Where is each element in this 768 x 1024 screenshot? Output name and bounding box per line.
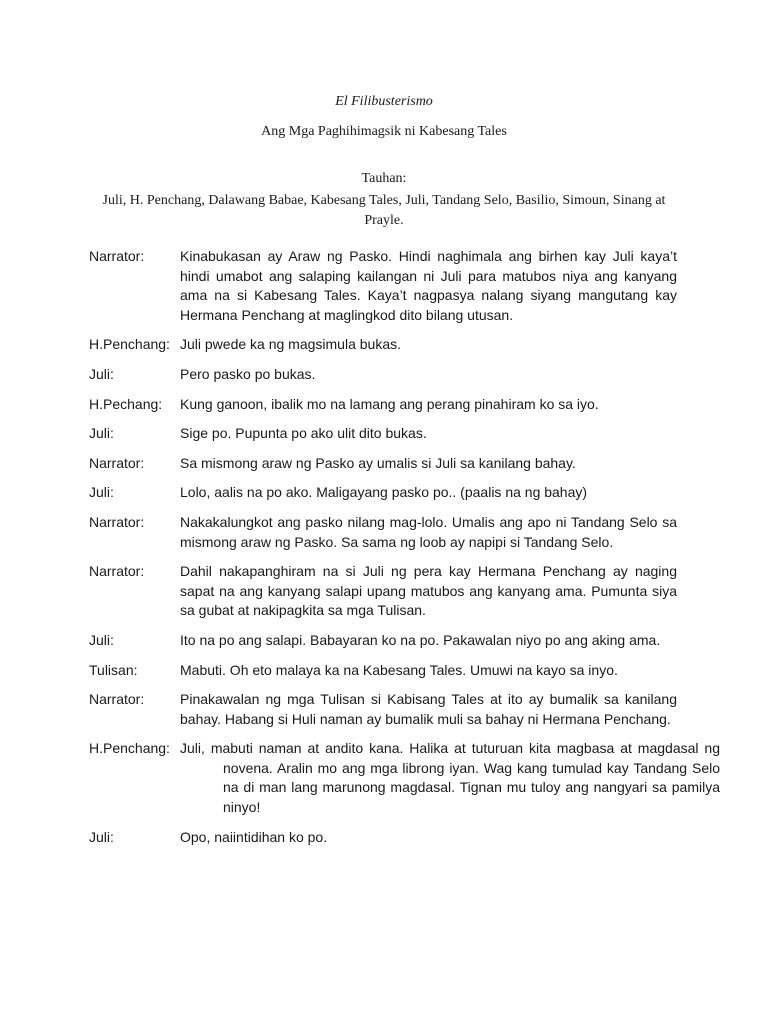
dialogue-text: Juli pwede ka ng magsimula bukas. [180,336,402,353]
cast-label: Tauhan: [361,171,407,186]
speaker-label: H.Penchang: [89,336,170,353]
speaker-label: Juli: [89,828,114,845]
speaker-label: Juli: [89,425,114,442]
dialogue-text: Lolo, aalis na po ako. Maligayang pasko po.. (paalis na ng bahay) [180,484,588,501]
dialogue-text: Mabuti. Oh eto malaya ka na Kabesang Tales. Umuwi na kayo sa inyo. [180,661,618,678]
dialogue-text: Kinabukasan ay Araw ng Pasko. Hindi naghimala ang birhen kay Juli kaya’t hindi umabot ang salaping kailangan ni Juli para matubos niya ang kanyang ama na si Kabesang Tales. Kaya’t nagpasya nalang siyang mangutang kay Hermana Penchang at maglingkod dito bilang utusan. [180,248,677,323]
script-line [0,828,768,848]
script-line [0,661,768,681]
dialogue-text: Kung ganoon, ibalik mo na lamang ang perang pinahiram ko sa iyo. [180,395,599,412]
script-line [0,483,768,503]
speaker-label: Juli: [89,631,114,648]
dialogue-text: Ito na po ang salapi. Babayaran ko na po. Pakawalan niyo po ang aking ama. [180,631,661,648]
dialogue-text: Nakakalungkot ang pasko nilang mag-lolo. Umalis ang apo ni Tandang Selo sa mismong araw ng Pasko. Sa sama ng loob ay napipi si Tandang Selo. [180,513,677,550]
script-line [0,335,768,355]
script-line [0,739,768,817]
script-line [0,562,768,621]
dialogue-text: Opo, naiintidihan ko po. [180,828,328,845]
script-body [0,247,768,847]
speaker-label: Narrator: [89,248,145,264]
dialogue-text: Dahil nakapanghiram na si Juli ng pera kay Hermana Penchang ay naging sapat na ang kanyang salapi upang matubos ang kanyang ama. Pumunta siya sa gubat at nakipagkita sa mga Tulisan. [180,563,677,619]
dialogue-text: Pero pasko po bukas. [180,365,316,382]
speaker-label: Narrator: [89,454,145,471]
speaker-label: Juli: [89,484,114,501]
script-line [0,631,768,651]
speaker-label: Narrator: [89,691,145,708]
speaker-label: H.Penchang: [89,740,170,757]
cast-names: Juli, H. Penchang, Dalawang Babae, Kabesang Tales, Juli, Tandang Selo, Basilio, Simoun, Sinang at Prayle. [102,193,666,228]
script-line [0,454,768,474]
document-title: El Filibusterismo [335,94,433,109]
speaker-label: Narrator: [89,563,145,580]
document-subtitle: Ang Mga Paghihimagsik ni Kabesang Tales [261,124,507,139]
speaker-label: Tulisan: [89,661,138,678]
speaker-label: H.Pechang: [89,395,163,412]
script-line [0,690,768,729]
dialogue-text: Sa mismong araw ng Pasko ay umalis si Juli sa kanilang bahay. [180,454,576,471]
speaker-label: Juli: [89,365,114,382]
script-line [0,365,768,385]
dialogue-text: Pinakawalan ng mga Tulisan si Kabisang Tales at ito ay bumalik sa kanilang bahay. Habang si Huli naman ay bumalik muli sa bahay ni Hermana Penchang. [180,691,677,727]
dialogue-text: Sige po. Pupunta po ako ulit dito bukas. [180,425,427,442]
dialogue-text: Juli, mabuti naman at andito kana. Halika at tuturuan kita magbasa at magdasal ng novena. Aralin mo ang mga librong iyan. Wag kang tumulad kay Tandang Selo na di man lang marunong magdasal. Tignan mu tuloy ang nangyari sa pamilya ninyo! [180,740,720,816]
speaker-label: Narrator: [89,513,145,530]
script-line [0,395,768,415]
script-line [0,424,768,444]
script-line [0,513,768,552]
script-line [0,247,768,325]
